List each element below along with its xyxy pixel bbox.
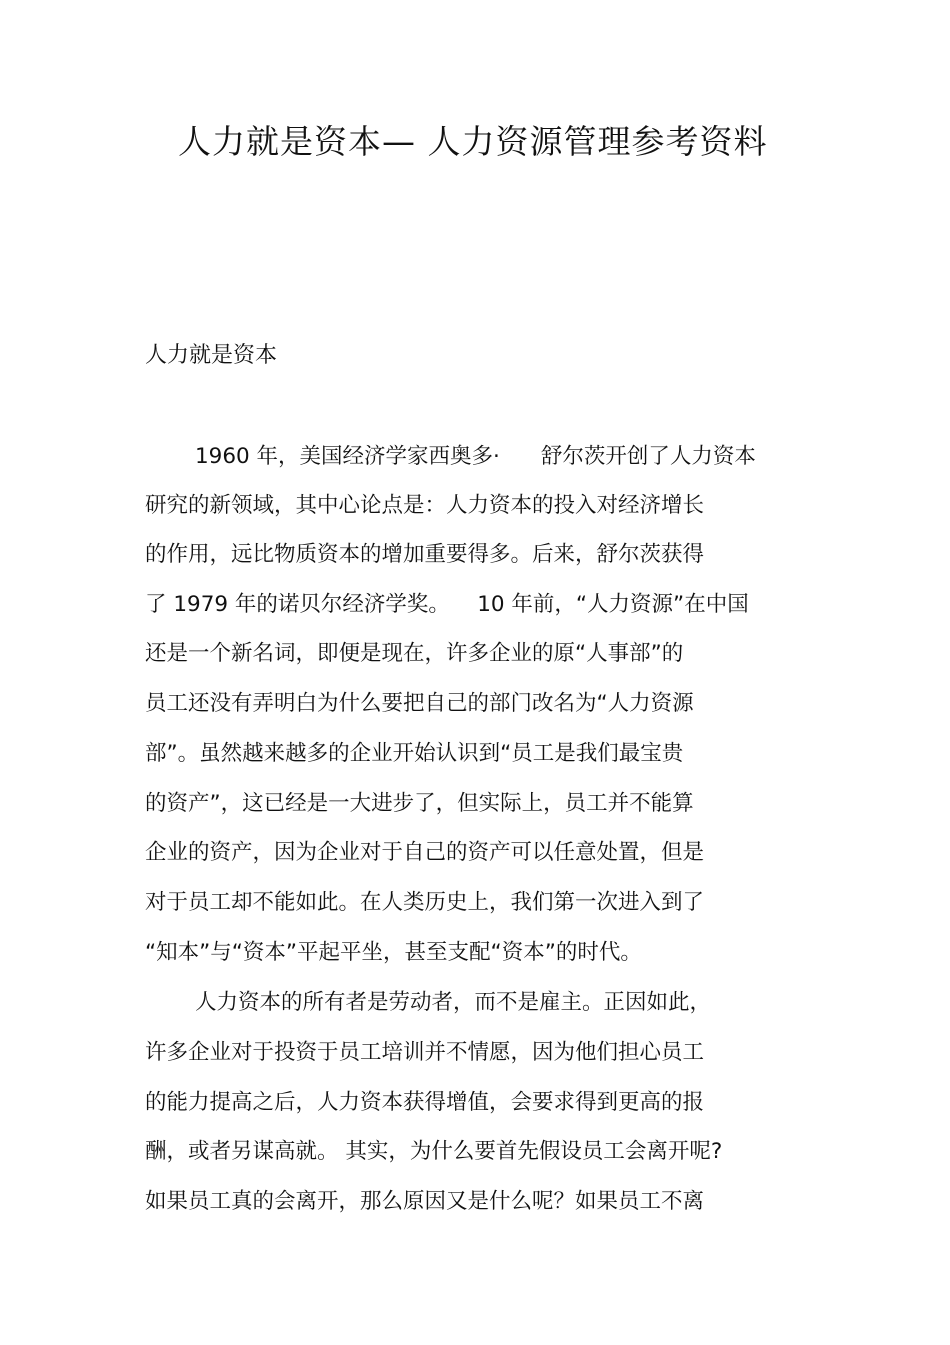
document-title: 人力就是资本— 人力资源管理参考资料 xyxy=(178,122,768,161)
paragraph-line: 还是一个新名词，即便是现在，许多企业的原“人事部”的 xyxy=(145,641,684,666)
paragraph-line: 的资产”，这已经是一大进步了，但实际上，员工并不能算 xyxy=(145,791,694,816)
paragraph-line: 的作用，远比物质资本的增加重要得多。后来，舒尔茨获得 xyxy=(145,542,705,567)
paragraph-line: 部”。虽然越来越多的企业开始认识到“员工是我们最宝贵 xyxy=(145,741,684,766)
paragraph-line: 研究的新领域，其中心论点是：人力资本的投入对经济增长 xyxy=(145,493,705,518)
paragraph-line: 酬，或者另谋高就。 其实，为什么要首先假设员工会离开呢? xyxy=(145,1139,723,1164)
paragraph-line: 对于员工却不能如此。在人类历史上，我们第一次进入到了 xyxy=(145,890,705,915)
paragraph-line: 人力资本的所有者是劳动者，而不是雇主。正因如此， xyxy=(195,990,712,1015)
paragraph-line: 员工还没有弄明白为什么要把自己的部门改名为“人力资源 xyxy=(145,691,694,716)
paragraph-line: 如果员工真的会离开，那么原因又是什么呢？如果员工不离 xyxy=(145,1189,705,1214)
paragraph-line: “知本”与“资本”平起平坐，甚至支配“资本”的时代。 xyxy=(145,940,642,965)
paragraph-line: 1960 年，美国经济学家西奥多· 舒尔茨开创了人力资本 xyxy=(195,444,756,469)
paragraph-line: 了 1979 年的诺贝尔经济学奖。 10 年前，“人力资源”在中国 xyxy=(145,592,749,617)
paragraph-line: 许多企业对于投资于员工培训并不情愿，因为他们担心员工 xyxy=(145,1040,705,1065)
paragraph-line: 的能力提高之后，人力资本获得增值，会要求得到更高的报 xyxy=(145,1090,705,1115)
section-heading: 人力就是资本 xyxy=(145,343,278,368)
paragraph-line: 企业的资产，因为企业对于自己的资产可以任意处置，但是 xyxy=(145,840,705,865)
